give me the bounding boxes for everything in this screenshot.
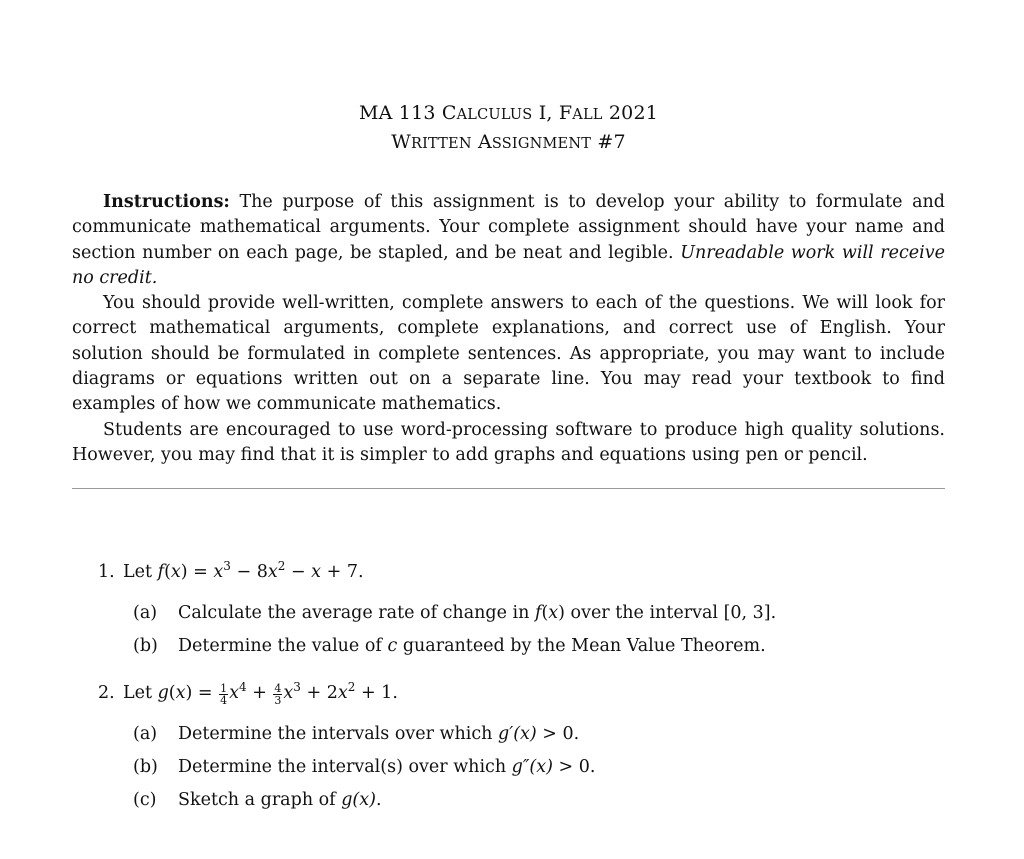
title-cap-a: A bbox=[477, 131, 492, 153]
part-text: Determine the interval(s) over which bbox=[178, 757, 512, 778]
math-func-name: g bbox=[157, 683, 169, 704]
instructions-paragraph-3: Students are encouraged to use word-processing software to produce high quality solutions. However, you may find that it is simpler to add graphs and equations using pen or pencil. bbox=[72, 419, 945, 465]
instructions-text-1: The purpose of this assignment is to develop your ability to formulate and communicate mathematical arguments. Your complete assignment should have your name and section number on each page, be stapled, and be neat and legible. bbox=[72, 192, 945, 263]
math-fraction bbox=[273, 683, 282, 706]
math-term: − 8 bbox=[230, 562, 268, 583]
math-term: + 1. bbox=[355, 683, 398, 704]
part-text: Calculate the average rate of change in bbox=[178, 603, 535, 624]
math-exponent: 3 bbox=[223, 559, 231, 574]
problem-2 bbox=[72, 680, 945, 820]
problem-lead: Let bbox=[123, 562, 158, 583]
problem-lead: Let bbox=[123, 683, 158, 704]
section-divider bbox=[72, 488, 945, 489]
part-text-after: . bbox=[375, 790, 382, 811]
part-math: g(x) bbox=[341, 790, 376, 811]
problem-part: (a) Calculate the average rate of change in f(x) over the interval [0, 3]. bbox=[133, 600, 945, 633]
problem-statement: Let $f(x) = x^3 - 8x^2 - x + 7$. bbox=[123, 559, 364, 583]
problem-number: 1. bbox=[98, 562, 115, 583]
problem-parts bbox=[123, 721, 945, 820]
title-year: 2021 bbox=[602, 102, 659, 124]
math-var: x bbox=[175, 683, 186, 704]
document-page bbox=[72, 100, 945, 834]
problem-number: 2. bbox=[98, 683, 115, 704]
part-label: (b) bbox=[133, 757, 158, 778]
fraction-denominator: 4 bbox=[220, 694, 228, 708]
instructions-paragraph-1 bbox=[72, 190, 945, 291]
part-math: g″(x) bbox=[511, 757, 553, 778]
math-term: + 7. bbox=[321, 562, 364, 583]
fraction-denominator: 3 bbox=[274, 694, 282, 708]
part-text: Determine the intervals over which bbox=[178, 724, 499, 745]
part-text-after: guaranteed by the Mean Value Theorem. bbox=[397, 636, 766, 657]
part-text: Sketch a graph of bbox=[178, 790, 342, 811]
part-label: (a) bbox=[133, 603, 158, 624]
title-smallcaps-alculus: ALCULUS bbox=[456, 107, 533, 123]
math-term: − bbox=[285, 562, 312, 583]
math-fraction bbox=[219, 683, 228, 706]
problem-statement: Let g(x) = $\frac{1}{4}$ $x^4$ + $\frac{4}{3}$ $x^3 + 2x^2 + 1$. bbox=[123, 680, 398, 708]
problem-list bbox=[72, 559, 945, 820]
part-text-after: > 0. bbox=[552, 757, 596, 778]
part-math: c bbox=[387, 636, 398, 657]
title-block bbox=[72, 100, 945, 158]
course-code: MA 113 bbox=[358, 102, 442, 124]
problem-1 bbox=[72, 559, 945, 666]
title-smallcaps-ritten: RITTEN bbox=[410, 136, 472, 152]
course-title bbox=[72, 100, 945, 129]
math-term: x bbox=[311, 562, 322, 583]
assignment-number: #7 bbox=[591, 131, 626, 153]
problem-part bbox=[133, 633, 945, 666]
title-roman-numeral: I, bbox=[532, 102, 559, 124]
math-var: x bbox=[170, 562, 181, 583]
problem-parts bbox=[123, 600, 945, 666]
instructions-warning: Unreadable work will receive no credit. bbox=[72, 242, 945, 288]
fraction-numerator: 4 bbox=[274, 682, 282, 696]
fraction-numerator: 1 bbox=[220, 682, 228, 696]
title-cap-w: W bbox=[391, 131, 411, 153]
part-label: (a) bbox=[133, 724, 158, 745]
part-label: (c) bbox=[133, 790, 157, 811]
instructions-paragraph-2: You should provide well-written, complete answers to each of the questions. We will look for correct mathematical arguments, complete explanations, and correct use of English. Your solution should be formulated in complete sentences. As appropriate, you may want to include diagrams or equations written out on a separate line. You may read your textbook to find examples of how we communicate mathematics. bbox=[72, 293, 945, 415]
math-term: + 2 bbox=[300, 683, 338, 704]
part-text: Determine the value of bbox=[178, 636, 388, 657]
title-cap-f: F bbox=[558, 102, 573, 124]
assignment-title bbox=[72, 129, 945, 158]
part-text-after: > 0. bbox=[536, 724, 580, 745]
math-term: x bbox=[267, 562, 278, 583]
title-smallcaps-ssignment: SSIGNMENT bbox=[491, 136, 592, 152]
part-math: f bbox=[534, 603, 542, 624]
part-math-var: x bbox=[548, 603, 559, 624]
math-exponent: 2 bbox=[277, 559, 286, 574]
part-math: g′(x) bbox=[498, 724, 537, 745]
title-cap-c: C bbox=[441, 102, 457, 124]
math-term: x bbox=[213, 562, 224, 583]
problem-part bbox=[133, 787, 945, 820]
instructions-label: Instructions: bbox=[103, 192, 230, 212]
instructions-section bbox=[72, 190, 945, 468]
part-text-after: over the interval [0, 3]. bbox=[564, 603, 777, 624]
problem-part bbox=[133, 721, 945, 754]
math-func-name: f bbox=[157, 562, 165, 583]
problem-part bbox=[133, 754, 945, 787]
title-smallcaps-all: ALL bbox=[572, 107, 603, 123]
part-label: (b) bbox=[133, 636, 158, 657]
